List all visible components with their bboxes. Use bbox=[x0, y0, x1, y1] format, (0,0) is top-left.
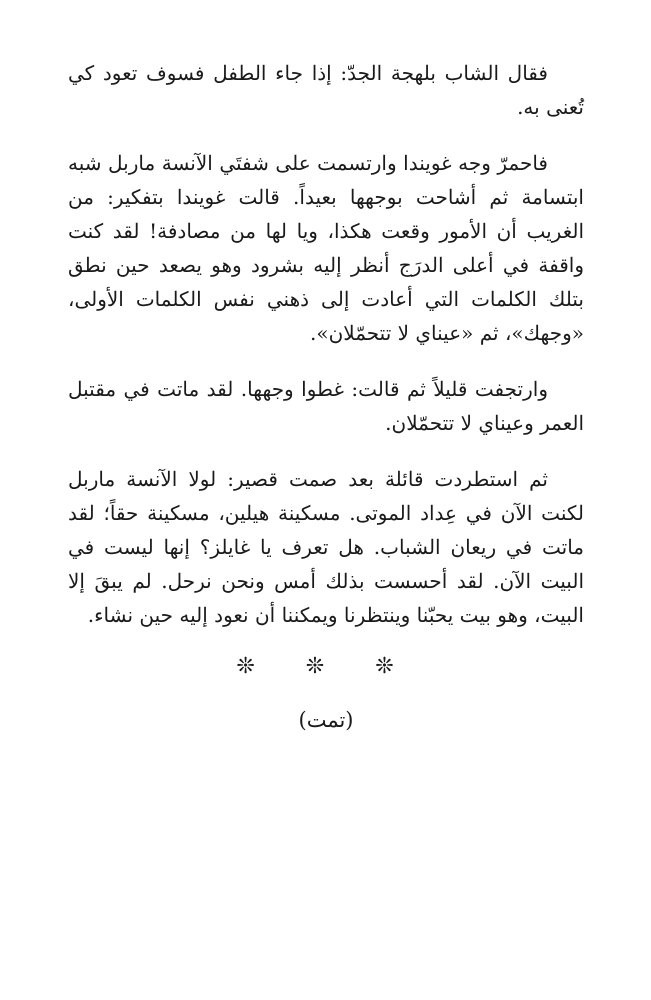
section-separator: ❊ ❊ ❊ bbox=[236, 654, 416, 679]
book-page bbox=[68, 56, 584, 735]
paragraph-4: ثم استطردت قائلة بعد صمت قصير: لولا الآنسة ماربل لكنت الآن في عِداد الموتى. مسكينة هيلين، مسكينة حقاً؛ لقد ماتت في ريعان الشباب. هل تعرف يا غايلز؟ إنها ليست في البيت الآن. لقد أحسست بذلك أمس ونحن نرحل. لم يبقَ إلا البيت، وهو بيت يحبّنا وينتظرنا ويمكننا أن نعود إليه حين نشاء. bbox=[68, 467, 584, 627]
paragraph-3: وارتجفت قليلاً ثم قالت: غطوا وجهها. لقد ماتت في مقتبل العمر وعيناي لا تتحمّلان. bbox=[68, 377, 584, 435]
paragraph-2: فاحمرّ وجه غويندا وارتسمت على شفتَي الآنسة ماربل شبه ابتسامة ثم أشاحت بوجهها بعيداً. قالت غويندا بتفكير: من الغريب أن الأمور وقعت هكذا، ويا لها من مصادفة! لقد كنت واقفة في أعلى الدرَج أنظر إليه بشرود وهو يصعد حين نطق بتلك الكلمات التي أعادت إلى ذهني نفس الكلمات الأولى، «وجهك»، ثم «عيناي لا تتحمّلان». bbox=[68, 151, 584, 345]
paragraph-1: فقال الشاب بلهجة الجدّ: إذا جاء الطفل فسوف تعود كي تُعنى به. bbox=[68, 61, 584, 119]
the-end-label: (تمت) bbox=[298, 708, 354, 732]
